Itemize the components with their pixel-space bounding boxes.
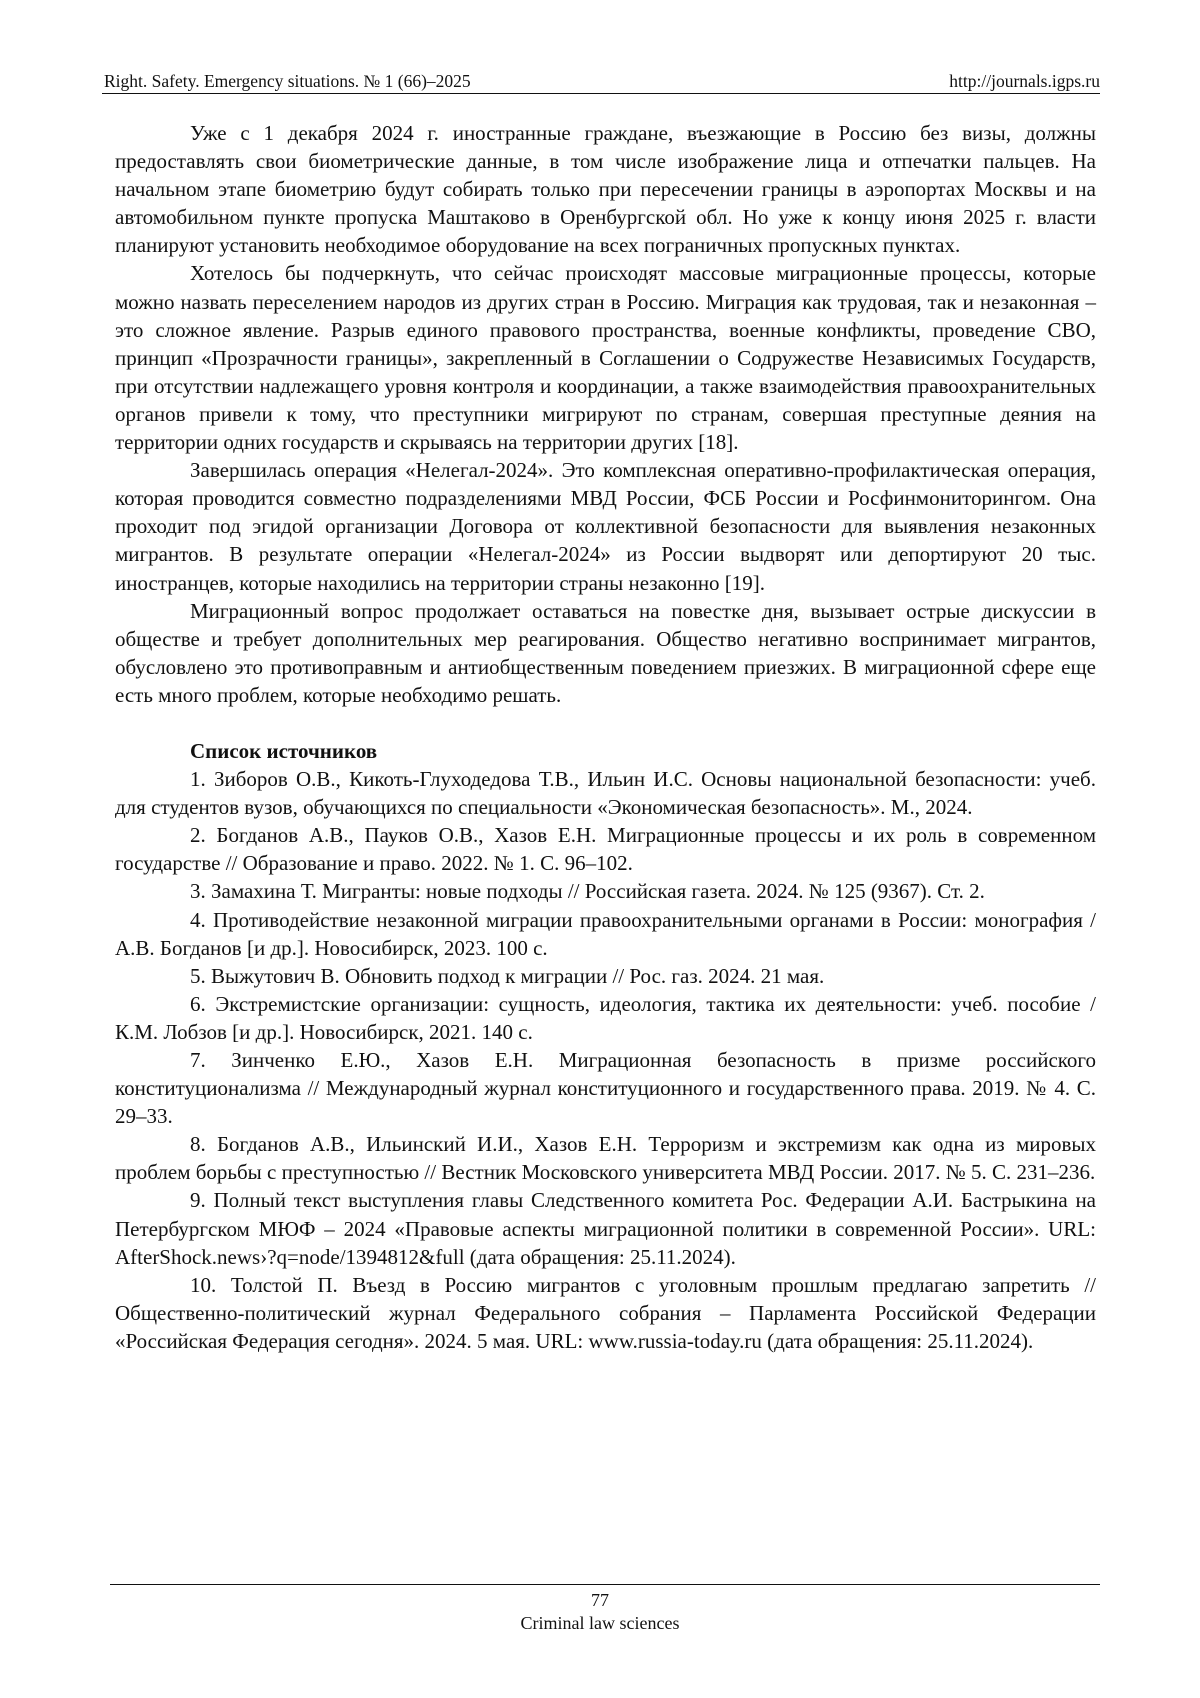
body-paragraph: Завершилась операция «Нелегал-2024». Это комплексная оперативно-профилактическая операция, которая проводится совместно подразделениями МВД России, ФСБ России и Росфинмониторингом. Она проходит под эгидой организации Договора от коллективной безопасности для выявления незаконных мигрантов. В результате операции «Нелегал-2024» из России выдворят или депортируют 20 тыс. иностранцев, которые находились на территории страны незаконно [19].	[115, 458, 1096, 595]
body-paragraph: Уже с 1 декабря 2024 г. иностранные граждане, въезжающие в Россию без визы, должны предоставлять свои биометрические данные, в том числе изображение лица и отпечатки пальцев. На начальном этапе биометрию будут собирать только при пересечении границы в аэропортах Москвы и на автомобильном пункте пропуска Маштаково в Оренбургской обл. Но уже к концу июня 2025 г. власти планируют установить необходимое оборудование на всех пограничных пропускных пунктах.	[115, 121, 1096, 258]
references-heading: Список источников	[190, 738, 378, 763]
reference-item: 1. Зиборов О.В., Кикоть-Глуходедова Т.В., Ильин И.С. Основы национальной безопасности: учеб. для студентов вузов, обучающихся по специальности «Экономическая безопасность». М., 2024.	[115, 767, 1096, 820]
reference-item: 5. Выжутович В. Обновить подход к миграции // Рос. газ. 2024. 21 мая.	[190, 963, 825, 988]
body-paragraph: Миграционный вопрос продолжает оставаться на повестке дня, вызывает острые дискуссии в обществе и требует дополнительных мер реагирования. Общество негативно воспринимает мигрантов, обусловлено это противоправным и антиобщественным поведением приезжих. В миграционной сфере еще есть много проблем, которые необходимо решать.	[115, 598, 1096, 707]
page-number: 77	[591, 1590, 609, 1610]
journal-title: Right. Safety. Emergency situations. № 1 (66)–2025	[104, 71, 471, 91]
reference-item: 7. Зинченко Е.Ю., Хазов Е.Н. Миграционная безопасность в призме российского конституционализма // Международный журнал конституционного и государственного права. 2019. № 4. С. 29–33.	[115, 1048, 1096, 1129]
reference-item: 9. Полный текст выступления главы Следственного комитета Рос. Федерации А.И. Бастрыкина на Петербургском МЮФ – 2024 «Правовые аспекты миграционной политики в современной России». URL: AfterShock.news›?q=node/1394812&full (дата обращения: 25.11.2024).	[115, 1188, 1096, 1269]
reference-item: 4. Противодействие незаконной миграции правоохранительными органами в России: монография / А.В. Богданов [и др.]. Новосибирск, 2023. 100 с.	[115, 907, 1096, 960]
reference-item: 6. Экстремистские организации: сущность, идеология, тактика их деятельности: учеб. пособие / К.М. Лобзов [и др.]. Новосибирск, 2021. 140 с.	[115, 991, 1096, 1044]
body-paragraph: Хотелось бы подчеркнуть, что сейчас происходят массовые миграционные процессы, которые можно назвать переселением народов из других стран в Россию. Миграция как трудовая, так и незаконная – это сложное явление. Разрыв единого правового пространства, военные конфликты, проведение СВО, принцип «Прозрачности границы», закрепленный в Соглашении о Содружестве Независимых Государств, при отсутствии надлежащего уровня контроля и координации, а также взаимодействия правоохранительных органов привели к тому, что преступники мигрируют по странам, совершая преступные деяния на территории одних государств и скрываясь на территории других [18].	[115, 261, 1096, 455]
article-body	[115, 119, 1096, 1355]
reference-item: 8. Богданов А.В., Ильинский И.И., Хазов Е.Н. Терроризм и экстремизм как одна из мировых проблем борьбы с преступностью // Вестник Московского университета МВД России. 2017. № 5. С. 231–236.	[115, 1132, 1096, 1185]
journal-url: http://journals.igps.ru	[949, 71, 1100, 91]
references-list	[115, 765, 1096, 1355]
footer-divider	[110, 1584, 1100, 1585]
reference-item: 10. Толстой П. Въезд в Россию мигрантов с уголовным прошлым предлагаю запретить // Общественно-политический журнал Федерального собрания – Парламента Российской Федерации «Российская Федерация сегодня». 2024. 5 мая. URL: www.russia-today.ru (дата обращения: 25.11.2024).	[115, 1272, 1096, 1353]
reference-item: 2. Богданов А.В., Пауков О.В., Хазов Е.Н. Миграционные процессы и их роль в современном государстве // Образование и право. 2022. № 1. С. 96–102.	[115, 823, 1096, 876]
footer-section-title: Criminal law sciences	[520, 1613, 680, 1633]
reference-item: 3. Замахина Т. Мигранты: новые подходы // Российская газета. 2024. № 125 (9367). Ст. 2.	[190, 879, 985, 904]
header-divider	[102, 93, 1100, 94]
